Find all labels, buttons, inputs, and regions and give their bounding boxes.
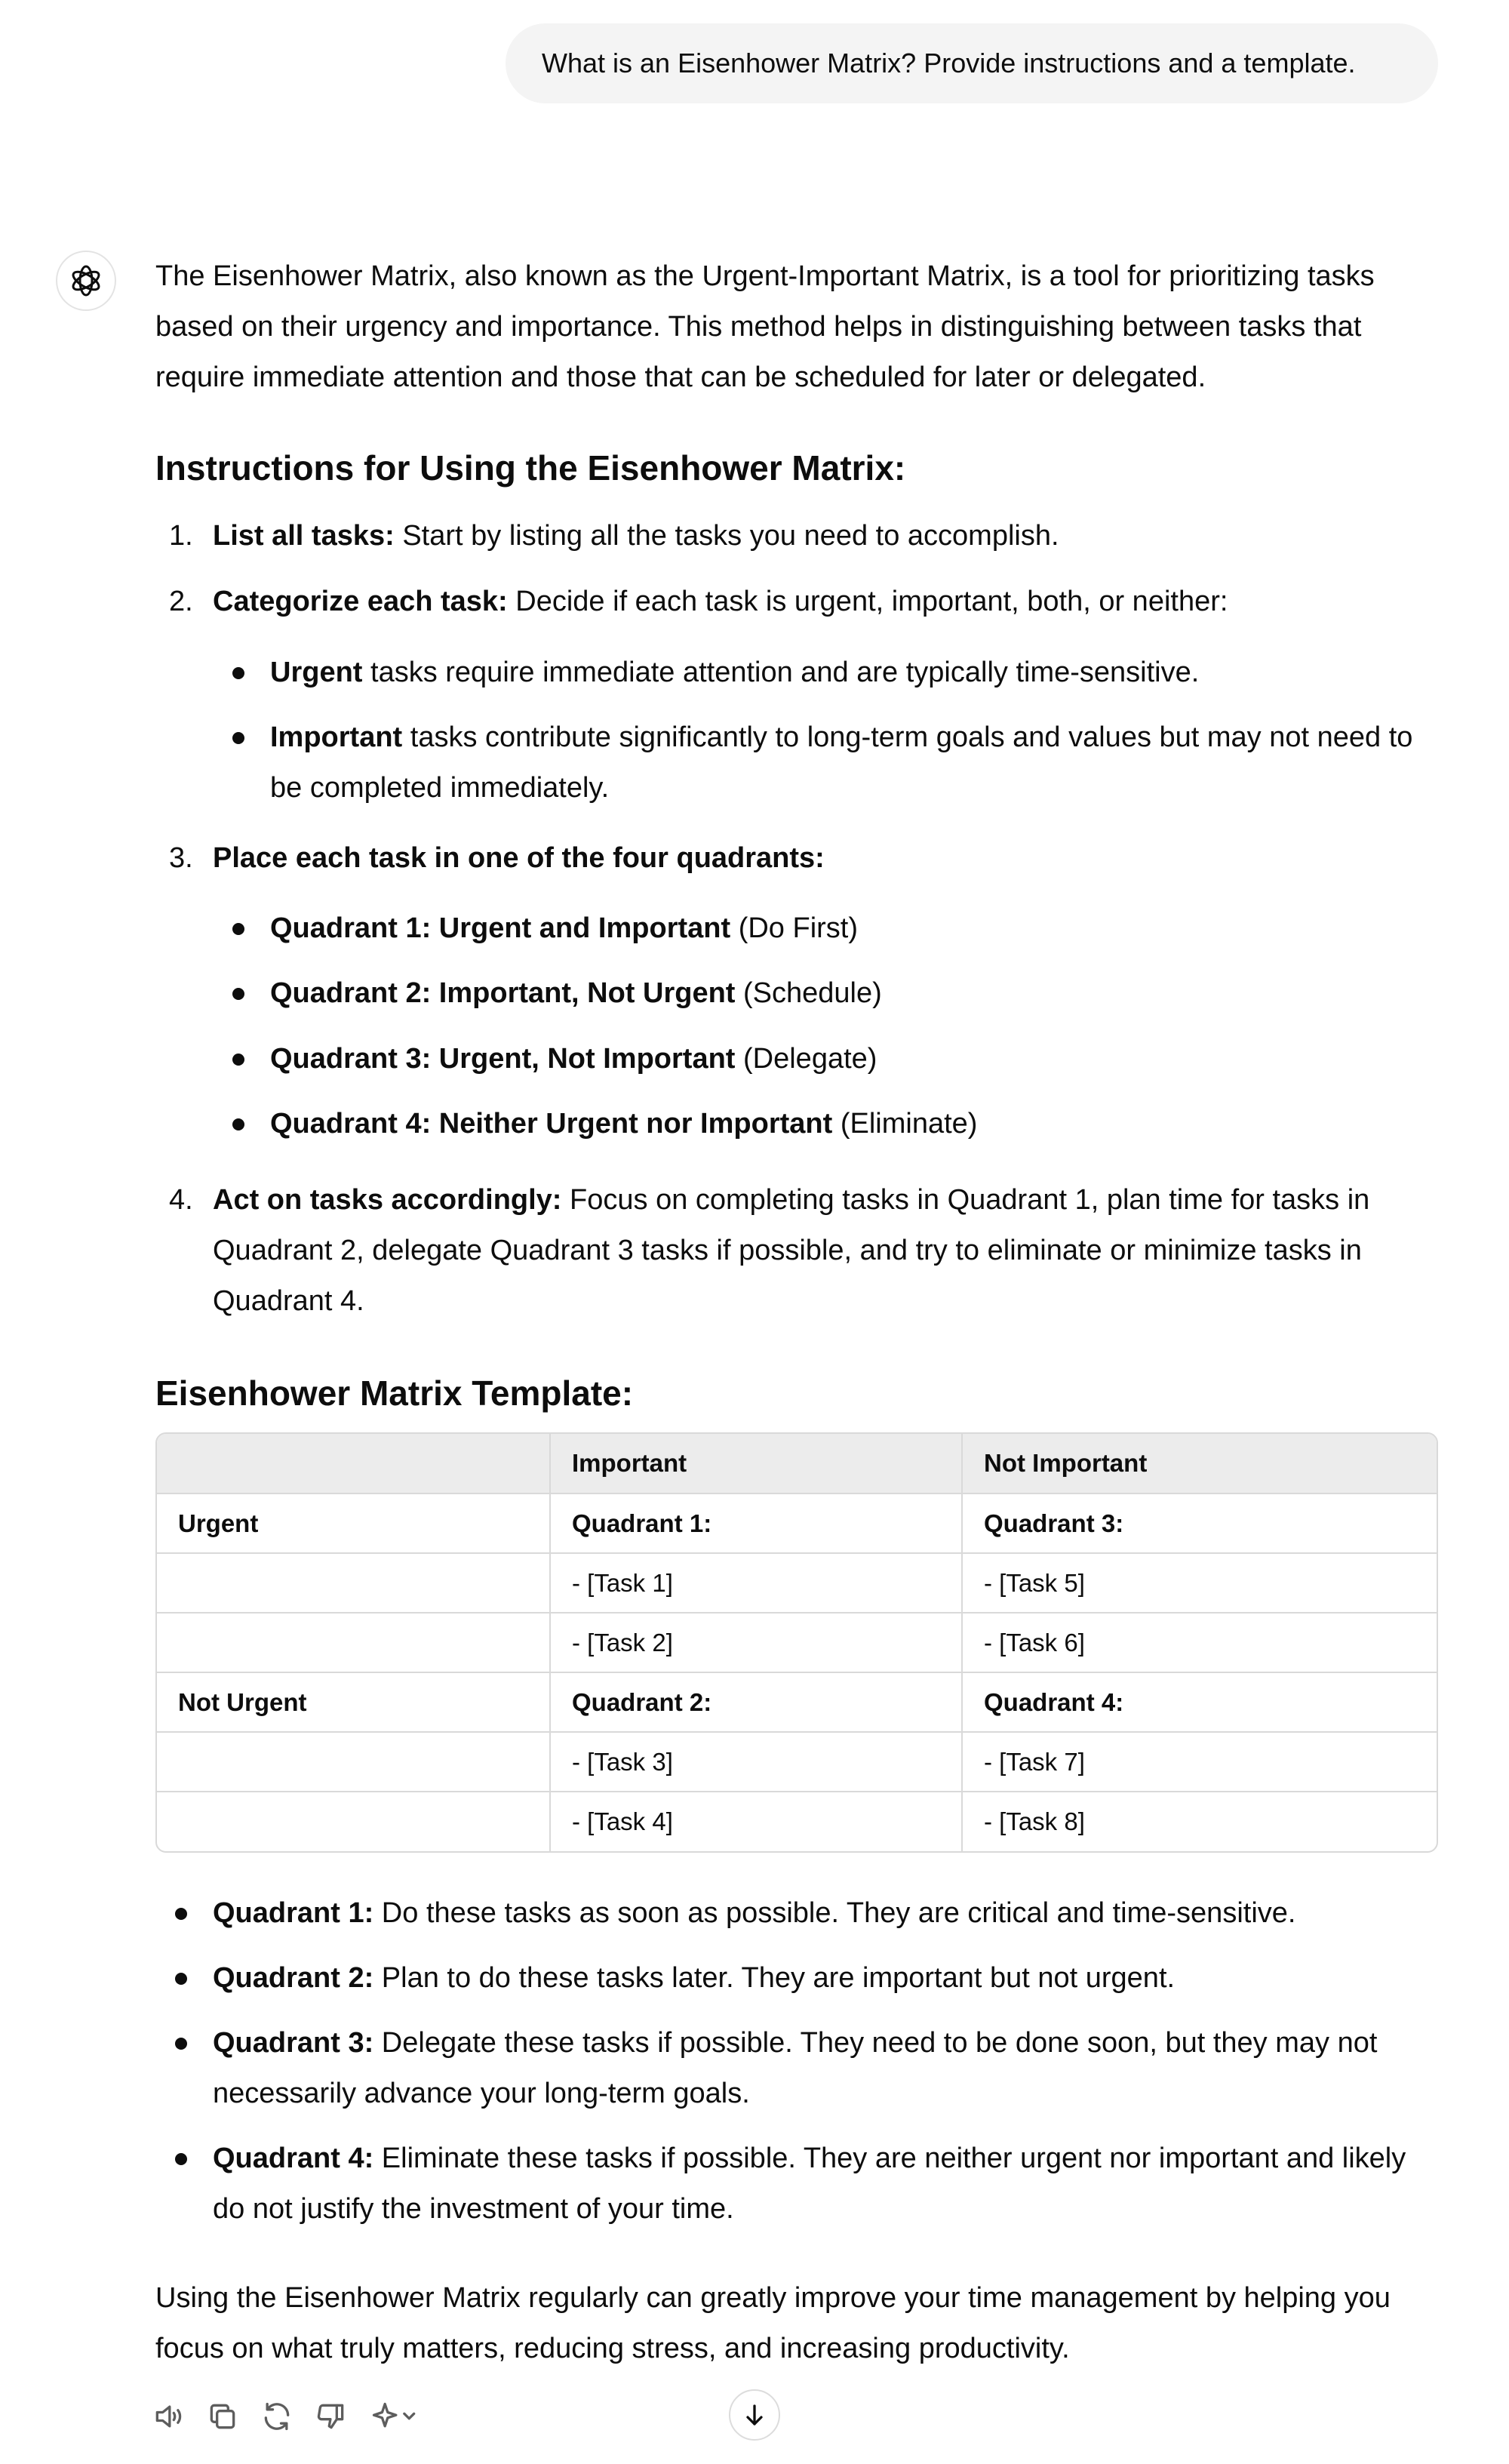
table-cell: Quadrant 3: bbox=[962, 1493, 1438, 1553]
table-cell bbox=[157, 1553, 550, 1613]
sparkle-icon bbox=[368, 2400, 421, 2433]
table-header-cell: Not Important bbox=[962, 1434, 1438, 1493]
table-cell: - [Task 4] bbox=[550, 1792, 962, 1851]
scroll-to-bottom-button[interactable] bbox=[729, 2389, 780, 2441]
table-cell: - [Task 3] bbox=[550, 1732, 962, 1792]
table-cell: Not Urgent bbox=[157, 1672, 550, 1732]
step-item: Act on tasks accordingly: Focus on completing tasks in Quadrant 1, plan time for tasks in Quadrant 2, delegate Quadrant 3 tasks if possible, and try to eliminate or minimize tasks in Quadrant 4. bbox=[213, 1184, 1370, 1317]
quadrant-note: Quadrant 2: Plan to do these tasks later. They are important but not urgent. bbox=[213, 1962, 1176, 1994]
step-number: 4. bbox=[169, 1184, 193, 1216]
user-message-text: What is an Eisenhower Matrix? Provide instructions and a template. bbox=[542, 48, 1356, 78]
regenerate-button[interactable] bbox=[260, 2399, 294, 2434]
step2-bullet-item: Important tasks contribute significantly to long-term goals and values but may not need to be completed immediately. bbox=[270, 721, 1413, 804]
table-cell: - [Task 1] bbox=[550, 1553, 962, 1613]
step-item: List all tasks: Start by listing all the tasks you need to accomplish. bbox=[213, 520, 1059, 552]
table-cell: - [Task 2] bbox=[550, 1613, 962, 1672]
read-aloud-button[interactable] bbox=[151, 2399, 186, 2434]
step3-bullet-item: Quadrant 4: Neither Urgent nor Important (Eliminate) bbox=[270, 1108, 978, 1140]
table-row bbox=[157, 1553, 1438, 1613]
step-item: Categorize each task: Decide if each task is urgent, important, both, or neither: bbox=[213, 586, 1228, 617]
thumbs-down-icon bbox=[315, 2400, 348, 2433]
instructions-heading: Instructions for Using the Eisenhower Matrix: bbox=[155, 448, 906, 488]
table-header-cell bbox=[157, 1434, 550, 1493]
table-cell bbox=[157, 1613, 550, 1672]
step-number: 1. bbox=[169, 520, 193, 552]
bullet bbox=[175, 2038, 187, 2050]
table-cell: Quadrant 4: bbox=[962, 1672, 1438, 1732]
step3-bullet-item: Quadrant 3: Urgent, Not Important (Delegate) bbox=[270, 1043, 877, 1075]
bullet bbox=[232, 667, 244, 679]
table-row bbox=[157, 1672, 1438, 1732]
bullet bbox=[232, 1054, 244, 1066]
step2-bullet-item: Urgent tasks require immediate attention and are typically time-sensitive. bbox=[270, 657, 1200, 688]
copy-button[interactable] bbox=[205, 2399, 240, 2434]
model-switch-button[interactable] bbox=[368, 2399, 421, 2434]
table-cell: Urgent bbox=[157, 1493, 550, 1553]
bullet bbox=[175, 2153, 187, 2165]
table-cell: Quadrant 2: bbox=[550, 1672, 962, 1732]
step3-bullet-item: Quadrant 1: Urgent and Important (Do First) bbox=[270, 912, 859, 944]
quadrant-note: Quadrant 3: Delegate these tasks if possible. They need to be done soon, but they may not necessarily advance your long-term goals. bbox=[213, 2027, 1378, 2109]
response-conclusion: Using the Eisenhower Matrix regularly can greatly improve your time management by helping you focus on what truly matters, reducing stress, and increasing productivity. bbox=[155, 2282, 1391, 2364]
bullet bbox=[232, 988, 244, 1000]
bullet bbox=[232, 732, 244, 744]
table-cell bbox=[157, 1792, 550, 1851]
table-header-cell: Important bbox=[550, 1434, 962, 1493]
step-number: 2. bbox=[169, 586, 193, 617]
step3-bullet-item: Quadrant 2: Important, Not Urgent (Schedule) bbox=[270, 977, 882, 1009]
table-cell bbox=[157, 1732, 550, 1792]
message-action-bar bbox=[151, 2394, 421, 2439]
user-message-bubble bbox=[506, 23, 1438, 103]
step-number: 3. bbox=[169, 842, 193, 874]
bullet bbox=[175, 1973, 187, 1985]
table-cell: - [Task 8] bbox=[984, 1807, 1085, 1835]
bullet bbox=[232, 1118, 244, 1130]
table-row bbox=[157, 1493, 1438, 1553]
table-row bbox=[157, 1792, 1438, 1851]
refresh-icon bbox=[260, 2400, 294, 2433]
table-header-row bbox=[157, 1434, 1438, 1493]
assistant-avatar bbox=[56, 251, 116, 311]
table-cell: - [Task 5] bbox=[962, 1553, 1438, 1613]
arrow-down-icon bbox=[741, 2401, 768, 2429]
quadrant-note: Quadrant 4: Eliminate these tasks if possible. They are neither urgent nor important and likely do not justify the investment of your time. bbox=[213, 2143, 1406, 2225]
table-row bbox=[157, 1613, 1438, 1672]
bullet bbox=[232, 923, 244, 935]
response-intro: The Eisenhower Matrix, also known as the Urgent-Important Matrix, is a tool for prioritizing tasks based on their urgency and importance. This method helps in distinguishing between tasks that require immediate attention and those that can be scheduled for later or delegated. bbox=[155, 260, 1375, 393]
dislike-button[interactable] bbox=[314, 2399, 349, 2434]
table-cell: - [Task 6] bbox=[962, 1613, 1438, 1672]
table-cell: Quadrant 1: bbox=[550, 1493, 962, 1553]
speaker-icon bbox=[152, 2400, 185, 2433]
bullet bbox=[175, 1908, 187, 1920]
openai-logo-icon bbox=[67, 262, 105, 300]
step-item: Place each task in one of the four quadrants: bbox=[213, 842, 825, 874]
table-row bbox=[157, 1732, 1438, 1792]
template-heading: Eisenhower Matrix Template: bbox=[155, 1374, 634, 1413]
quadrant-note: Quadrant 1: Do these tasks as soon as possible. They are critical and time-sensitive. bbox=[213, 1897, 1296, 1929]
eisenhower-matrix-table bbox=[155, 1432, 1438, 1853]
copy-icon bbox=[206, 2400, 239, 2433]
table-cell: - [Task 7] bbox=[962, 1732, 1438, 1792]
